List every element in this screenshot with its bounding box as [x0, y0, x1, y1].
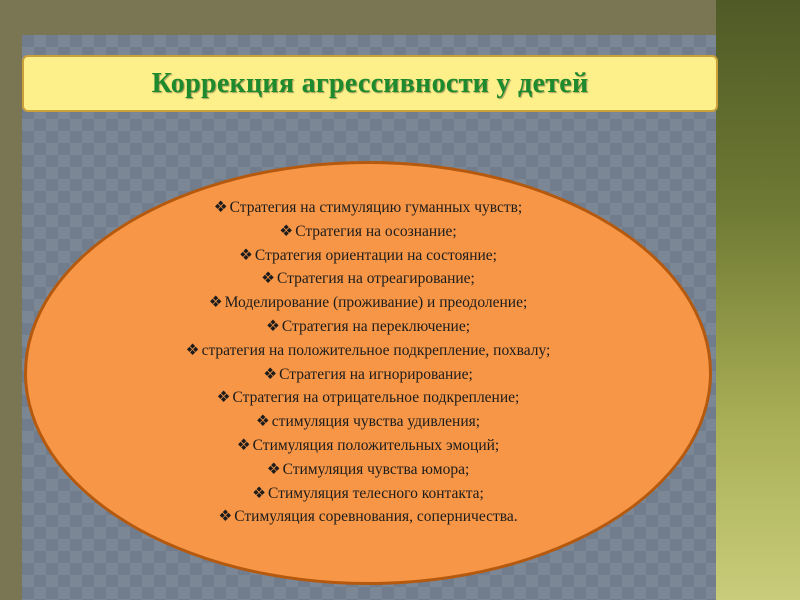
list-item-text: Стимуляция соревнования, соперничества. [234, 508, 518, 526]
list-item-text: Стратегия на переключение; [281, 317, 471, 335]
diamond-bullet-icon: ❖ [263, 365, 278, 383]
list-item-text: Стратегия на осознание; [295, 222, 457, 240]
diamond-bullet-icon: ❖ [236, 436, 251, 454]
top-frame-band [0, 0, 800, 35]
list-item [24, 267, 712, 291]
list-item-text: Стимуляция чувства юмора; [282, 460, 470, 478]
list-item [24, 363, 712, 387]
diamond-bullet-icon: ❖ [252, 484, 267, 502]
list-item [24, 434, 712, 458]
side-decor-panel [716, 0, 800, 600]
list-item [24, 339, 712, 363]
list-item-text: Моделирование (проживание) и преодоление; [224, 294, 528, 312]
diamond-bullet-icon: ❖ [239, 246, 253, 264]
strategy-list [24, 196, 712, 529]
list-item [24, 196, 712, 220]
list-item [24, 244, 712, 268]
list-item [24, 410, 712, 434]
slide-title: Коррекция агрессивности у детей [151, 67, 589, 99]
left-frame-band [0, 0, 22, 600]
diamond-bullet-icon: ❖ [216, 389, 231, 407]
list-item [24, 505, 712, 529]
diamond-bullet-icon: ❖ [279, 222, 294, 240]
list-item-text: Стратегия на отреагирование; [277, 270, 475, 288]
list-item-text: стимуляция чувства удивления; [271, 413, 481, 431]
list-item-text: Стратегия на отрицательное подкрепление; [232, 389, 520, 407]
list-item-text: Стимуляция положительных эмоций; [252, 436, 500, 454]
diamond-bullet-icon: ❖ [266, 460, 281, 478]
list-item [24, 291, 712, 315]
list-item-text: стратегия на положительное подкрепление, похвалу; [201, 341, 551, 359]
list-item [24, 315, 712, 339]
list-item-text: Стратегия на стимуляцию гуманных чувств; [229, 199, 523, 216]
title-banner [22, 55, 718, 112]
list-item-text: Стимуляция телесного контакта; [268, 484, 484, 502]
diamond-bullet-icon: ❖ [218, 508, 233, 526]
diamond-bullet-icon: ❖ [261, 270, 276, 288]
diamond-bullet-icon: ❖ [265, 317, 280, 335]
list-item [24, 482, 712, 506]
diamond-bullet-icon: ❖ [213, 199, 228, 216]
list-item [24, 386, 712, 410]
diamond-bullet-icon: ❖ [185, 341, 200, 359]
list-item [24, 220, 712, 244]
list-item-text: Стратегия на игнорирование; [279, 365, 473, 383]
list-item-text: Стратегия ориентации на состояние; [254, 246, 497, 264]
diamond-bullet-icon: ❖ [255, 413, 270, 431]
diamond-bullet-icon: ❖ [208, 294, 223, 312]
list-item [24, 458, 712, 482]
